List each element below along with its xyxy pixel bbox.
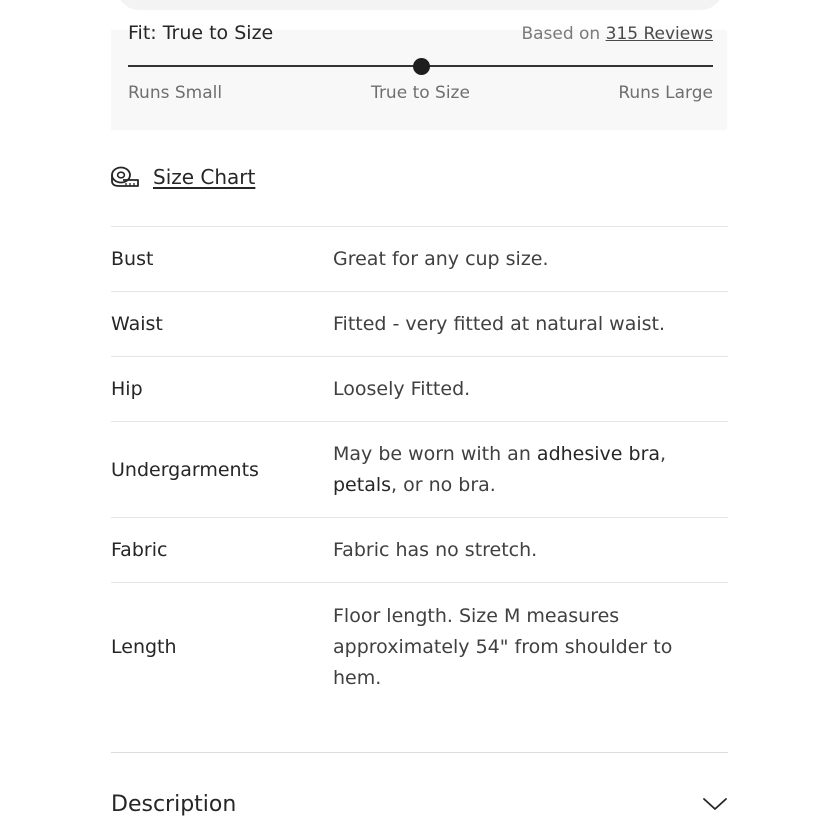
reviews-prefix: Based on [521, 24, 601, 44]
fit-detail-text: Great for any cup size. [333, 247, 549, 270]
fit-detail-text: May be worn with an [333, 442, 537, 465]
fit-detail-label: Fabric [111, 539, 168, 561]
fit-detail-row [111, 291, 728, 356]
description-title: Description [111, 791, 237, 817]
fit-detail-row [111, 421, 728, 517]
fit-detail-text: petals [333, 473, 392, 496]
size-chart-label: Size Chart [153, 165, 256, 189]
fit-detail-row [111, 226, 728, 291]
fit-detail-row [111, 356, 728, 421]
fit-detail-value [333, 439, 693, 501]
scale-label-true-to-size: True to Size [371, 83, 470, 103]
fit-detail-label: Length [111, 636, 177, 658]
fit-detail-text: Floor length. Size M measures approximately 54" from shoulder to hem. [333, 604, 673, 689]
fit-detail-row [111, 517, 728, 582]
fit-summary-header [128, 24, 713, 44]
fit-detail-row [111, 582, 728, 711]
size-chart-link[interactable] [111, 162, 255, 192]
chevron-down-icon [702, 796, 728, 812]
fit-detail-label: Undergarments [111, 458, 259, 481]
fit-summary-panel [111, 24, 727, 130]
fit-reviews [521, 24, 713, 44]
fit-detail-value [333, 535, 693, 566]
section-divider [111, 752, 728, 753]
fit-details-table [111, 226, 728, 711]
fit-detail-text: , or no bra. [391, 473, 496, 496]
fit-detail-label: Waist [111, 313, 163, 335]
fit-detail-value [333, 374, 693, 405]
fit-detail-text: Fitted - very fitted at natural waist. [333, 312, 666, 335]
description-accordion[interactable] [111, 786, 728, 822]
fit-detail-text: , [660, 442, 667, 465]
tape-measure-icon [111, 166, 139, 188]
fit-scale-track [128, 65, 713, 67]
fit-detail-text: adhesive bra [536, 442, 661, 465]
fit-title: Fit: True to Size [128, 24, 274, 44]
fit-detail-value [333, 601, 693, 694]
fit-detail-text: Fabric has no stretch. [333, 538, 538, 561]
previous-card [117, 0, 723, 10]
fit-detail-value [333, 244, 693, 275]
scale-label-runs-large: Runs Large [618, 83, 713, 103]
scale-label-runs-small: Runs Small [128, 83, 223, 103]
fit-detail-value [333, 309, 693, 340]
reviews-link[interactable]: 315 Reviews [605, 24, 713, 44]
fit-detail-label: Hip [111, 378, 143, 400]
fit-detail-label: Bust [111, 248, 154, 270]
fit-detail-text: Loosely Fitted. [333, 377, 471, 400]
fit-scale-marker [413, 58, 430, 75]
